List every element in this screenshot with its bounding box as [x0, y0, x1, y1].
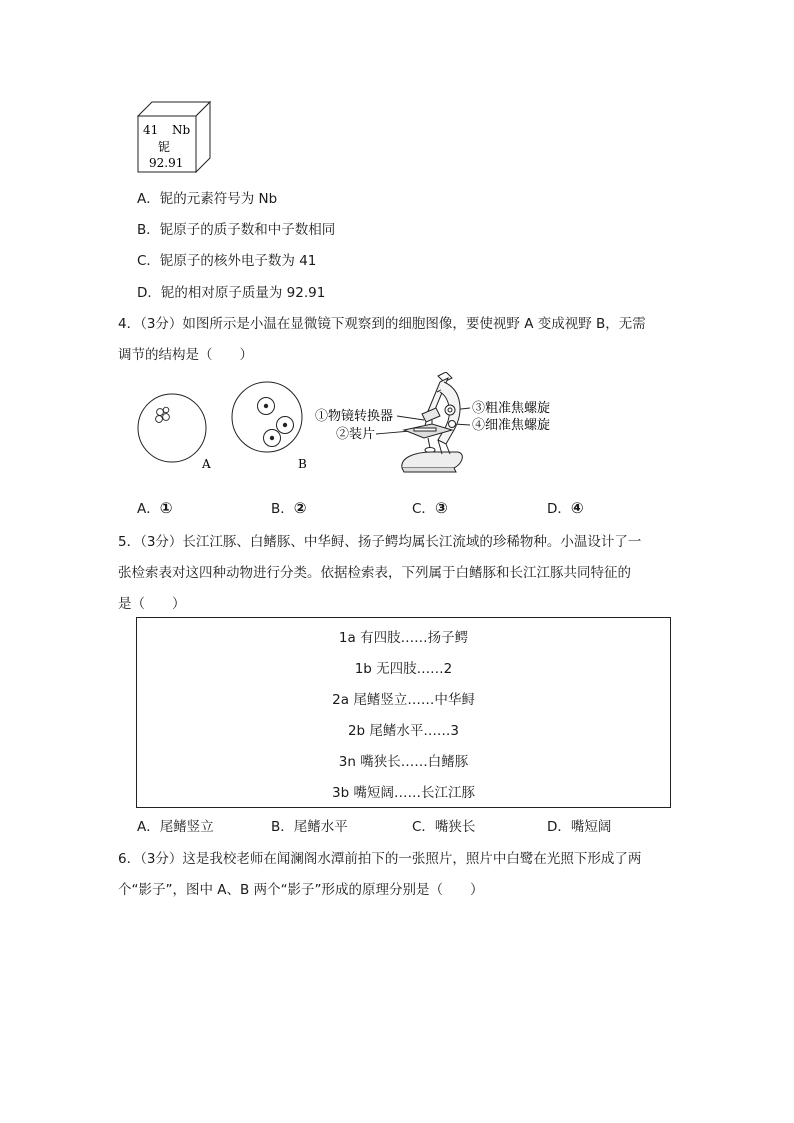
q5-options [137, 815, 697, 835]
microscope-icon [402, 372, 463, 472]
q4-option-a: A．① [137, 499, 173, 517]
q5-stem-line2: 张检索表对这四种动物进行分类。依据检索表，下列属于白鳍豚和长江江豚共同特征的 [118, 565, 631, 581]
q5-option-c: C．嘴狭长 [412, 819, 476, 835]
q4-stem-line2: 调节的结构是（ ） [118, 347, 253, 363]
view-b-label: B [298, 457, 307, 471]
element-symbol: Nb [172, 123, 191, 137]
q3-option-b: B．铌原子的质子数和中子数相同 [137, 222, 336, 238]
view-a-circle [138, 394, 206, 462]
microscope-label-fine: ④细准焦螺旋 [472, 418, 551, 433]
q6-stem-line1: 6．（3分）这是我校老师在闻澜阁水潭前拍下的一张照片，照片中白鹭在光照下形成了两 [118, 851, 642, 867]
q4-option-b: B．② [271, 499, 307, 517]
microscope-label-objective: ①物镜转换器 [315, 409, 394, 424]
microscope-label-slide: ②装片 [336, 427, 376, 442]
element-card-figure [132, 98, 216, 176]
key-entry-3a: 3n 嘴狭长……白鳍豚 [338, 754, 469, 770]
key-entry-2b: 2b 尾鳍水平……3 [347, 723, 460, 739]
q6-stem-line2: 个“影子”，图中 A、B 两个“影子”形成的原理分别是（ ） [118, 882, 484, 898]
q5-stem-line3: 是（ ） [118, 596, 186, 612]
view-a-label: A [202, 457, 211, 471]
element-mass: 92.91 [149, 156, 184, 170]
key-entry-3b: 3b 嘴短阔……长江江豚 [332, 785, 475, 801]
q4-options [137, 497, 697, 517]
element-number: 41 [143, 123, 159, 137]
q5-stem-line1: 5．（3分）长江江豚、白鳍豚、中华鲟、扬子鳄均属长江流域的珍稀物种。小温设计了一 [118, 534, 642, 550]
q4-option-c: C．③ [412, 499, 448, 517]
dichotomous-key-table [136, 617, 671, 808]
element-name: 铌 [158, 140, 171, 154]
key-entry-2a: 2a 尾鳍竖立……中华鲟 [332, 692, 475, 708]
q3-option-c: C．铌原子的核外电子数为 41 [137, 253, 317, 269]
q3-option-a: A．铌的元素符号为 Nb [137, 191, 278, 207]
q4-stem-line1: 4．（3分）如图所示是小温在显微镜下观察到的细胞图像，要使视野 A 变成视野 B，无需 [118, 316, 646, 332]
q5-option-b: B．尾鳍水平 [271, 819, 348, 835]
q5-option-a: A．尾鳍竖立 [137, 819, 214, 835]
microscope-label-coarse: ③粗准焦螺旋 [472, 401, 551, 416]
key-entry-1b: 1b 无四肢……2 [354, 661, 453, 677]
q5-option-d: D．嘴短阔 [547, 819, 612, 835]
q4-option-d: D．④ [547, 499, 584, 517]
q3-option-d: D．铌的相对原子质量为 92.91 [137, 285, 326, 301]
q4-figure [132, 372, 602, 482]
key-entry-1a: 1a 有四肢……扬子鳄 [338, 630, 469, 646]
